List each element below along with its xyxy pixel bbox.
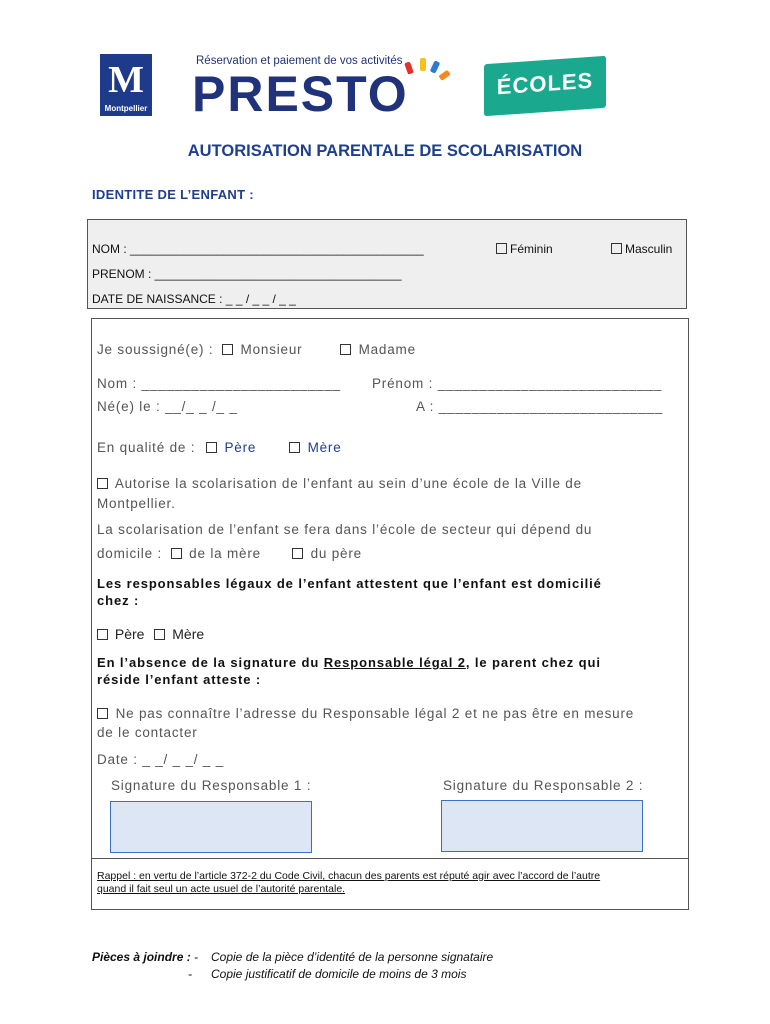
ecoles-badge-label: ÉCOLES (496, 67, 594, 100)
ecoles-badge (484, 56, 606, 117)
montpellier-logo-name: Montpellier (104, 104, 148, 113)
qualite-label: En qualité de : (97, 440, 196, 455)
page-title: AUTORISATION PARENTALE DE SCOLARISATION (187, 142, 583, 160)
autorise-text-2: Montpellier. (97, 496, 176, 511)
pieces-dash-2: - (188, 967, 192, 981)
pere-checkbox[interactable] (206, 442, 217, 453)
presto-sparkle-icon (398, 56, 458, 96)
rappel-text-1: Rappel : en vertu de l’article 372-2 du Code Civil, chacun des parents est réputé agir avec l’accord de l’autre (97, 870, 601, 882)
mere2-label: Mère (172, 626, 205, 642)
du-pere-option[interactable] (292, 546, 362, 561)
rappel-divider (91, 858, 688, 859)
pere2-label: Père (114, 626, 145, 642)
absence-text-2: réside l’enfant atteste : (97, 672, 262, 687)
pere-label: Père (224, 440, 257, 455)
child-nom-field[interactable]: NOM : ____________________________________________ (92, 242, 424, 256)
qualite-row (97, 440, 256, 455)
soussigne-label: Je soussigné(e) : (97, 342, 214, 357)
montpellier-logo (100, 54, 152, 116)
ignore-address-option[interactable] (97, 706, 634, 721)
responsable-legal-2-link: Responsable légal 2 (323, 655, 466, 670)
madame-checkbox[interactable] (340, 344, 351, 355)
domicile-row (97, 546, 261, 561)
child-masculin-option[interactable] (611, 242, 672, 256)
domicile-parent-row (97, 626, 204, 642)
absence-text-a: En l’absence de la signature du (97, 655, 324, 670)
autorise-checkbox[interactable] (97, 478, 108, 489)
signature-2-label: Signature du Responsable 2 : (443, 778, 644, 793)
ignore-address-checkbox[interactable] (97, 708, 108, 719)
date-field[interactable]: Date : _ _/ _ _/ _ _ (97, 752, 225, 767)
secteur-text: La scolarisation de l’enfant se fera dans l’école de secteur qui dépend du (97, 522, 593, 537)
ignore-address-text-1: Ne pas connaître l’adresse du Responsable légal 2 et ne pas être en mesure (115, 706, 635, 721)
rappel-text-2: quand il fait seul un acte usuel de l’autorité parentale. (97, 883, 346, 895)
domicile-label: domicile : (97, 546, 163, 561)
section-title: IDENTITE DE L’ENFANT : (92, 187, 254, 202)
mere-option[interactable] (289, 440, 342, 455)
birthdate-field[interactable]: Né(e) le : __/_ _ /_ _ (97, 399, 238, 414)
signature-1-box[interactable] (110, 801, 312, 853)
nom-field[interactable]: Nom : ________________________ (97, 376, 341, 391)
feminin-label: Féminin (510, 242, 553, 256)
presto-tagline: Réservation et paiement de vos activités (196, 55, 403, 67)
ignore-address-text-2: de le contacter (97, 725, 198, 740)
mere-label: Mère (307, 440, 342, 455)
monsieur-label: Monsieur (240, 342, 303, 357)
monsieur-checkbox[interactable] (222, 344, 233, 355)
feminin-checkbox[interactable] (496, 243, 507, 254)
absence-text-b: , le parent chez qui (465, 655, 601, 670)
de-la-mere-checkbox[interactable] (171, 548, 182, 559)
birthplace-field[interactable]: A : ___________________________ (416, 399, 664, 414)
soussigne-row (97, 342, 302, 357)
du-pere-checkbox[interactable] (292, 548, 303, 559)
pieces-item-1: Copie de la pièce d’identité de la personne signataire (211, 950, 494, 964)
masculin-label: Masculin (625, 242, 673, 256)
prenom-field[interactable]: Prénom : ___________________________ (372, 376, 663, 391)
pieces-item-2: Copie justificatif de domicile de moins de 3 mois (211, 967, 467, 981)
autorise-option[interactable] (97, 476, 582, 491)
mere2-checkbox[interactable] (154, 629, 165, 640)
pieces-label: Pièces à joindre : (92, 950, 191, 964)
pieces-dash-1: - (194, 950, 198, 964)
absence-text-1 (97, 655, 601, 670)
pere2-checkbox[interactable] (97, 629, 108, 640)
signature-2-box[interactable] (441, 800, 643, 852)
mere-checkbox[interactable] (289, 442, 300, 453)
responsables-text-1: Les responsables légaux de l’enfant attestent que l’enfant est domicilié (97, 576, 602, 591)
autorise-text-1: Autorise la scolarisation de l’enfant au sein d’une école de la Ville de (114, 476, 582, 491)
madame-label: Madame (358, 342, 416, 357)
du-pere-label: du père (310, 546, 362, 561)
signature-1-label: Signature du Responsable 1 : (111, 778, 312, 793)
presto-logo: PRESTO (192, 66, 409, 122)
child-feminin-option[interactable] (496, 242, 553, 256)
madame-option[interactable] (340, 342, 416, 357)
child-birthdate-field[interactable]: DATE DE NAISSANCE : _ _ / _ _ / _ _ (92, 292, 296, 306)
child-prenom-field[interactable]: PRENOM : _____________________________________ (92, 267, 402, 281)
de-la-mere-label: de la mère (189, 546, 261, 561)
responsables-text-2: chez : (97, 593, 140, 608)
montpellier-logo-letter: M (108, 59, 144, 101)
masculin-checkbox[interactable] (611, 243, 622, 254)
